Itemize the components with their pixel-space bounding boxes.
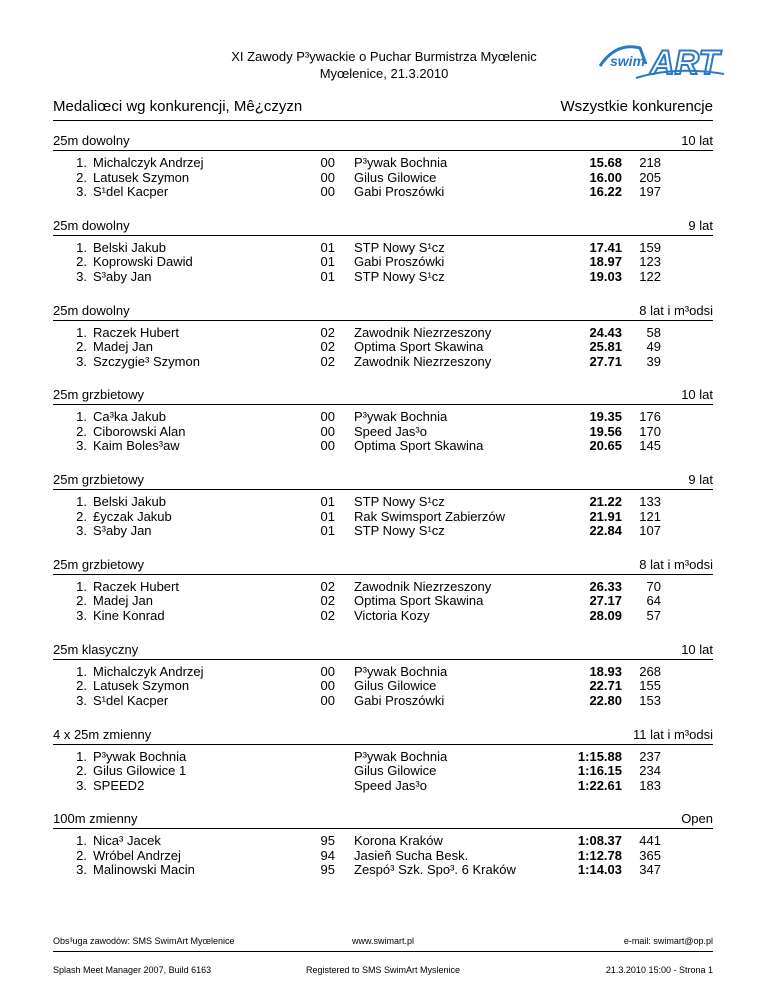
club-name: P³ywak Bochnia [354, 663, 448, 679]
athlete-name: £yczak Jakub [93, 508, 172, 524]
club-name: Gilus Gilowice [354, 169, 437, 185]
result-row [53, 679, 713, 694]
event-name: 25m dowolny [53, 302, 130, 318]
birth-year: 02 [320, 578, 335, 594]
athlete-name: Ciborowski Alan [93, 423, 186, 439]
fina-points: 170 [639, 423, 661, 439]
birth-year: 95 [320, 833, 335, 849]
club-name: STP Nowy S¹cz [354, 239, 445, 255]
result-row [53, 694, 713, 709]
birth-year: 00 [320, 169, 335, 185]
athlete-name: Belski Jakub [93, 239, 166, 255]
age-category: 9 lat [688, 472, 713, 488]
club-name: Gilus Gilowice [354, 678, 437, 694]
place: 3. [76, 353, 87, 369]
athlete-name: Gilus Gilowice 1 [93, 763, 187, 779]
result-time: 19.35 [589, 409, 622, 425]
fina-points: 218 [639, 155, 661, 170]
place: 1. [76, 833, 87, 849]
result-row [53, 750, 713, 765]
result-time: 18.93 [589, 663, 622, 679]
athlete-name: SPEED2 [93, 777, 145, 793]
title-line-2: Myœlenice, 21.3.2010 [319, 66, 449, 81]
place: 1. [76, 409, 87, 425]
event-section [53, 470, 713, 555]
fina-points: 365 [639, 847, 661, 863]
age-category: 10 lat [681, 133, 713, 148]
result-row [53, 255, 713, 270]
athlete-name: Michalczyk Andrzej [93, 155, 204, 170]
club-name: Jasieñ Sucha Besk. [354, 847, 469, 863]
result-time: 1:22.61 [577, 777, 622, 793]
fina-points: 49 [646, 339, 661, 355]
results-list [53, 131, 713, 894]
result-time: 16.22 [589, 184, 622, 199]
result-time: 1:16.15 [577, 763, 622, 779]
event-section [53, 301, 713, 386]
club-name: Korona Kraków [354, 833, 443, 849]
birth-year: 94 [320, 847, 335, 863]
place: 2. [76, 339, 87, 355]
athlete-name: Ca³ka Jakub [93, 409, 166, 425]
place: 2. [76, 763, 87, 779]
fina-points: 107 [639, 523, 661, 539]
place: 2. [76, 593, 87, 609]
birth-year: 00 [320, 663, 335, 679]
club-name: Speed Jas³o [354, 423, 427, 439]
footer-registration: Registered to SMS SwimArt Myslenice [305, 965, 461, 975]
result-time: 25.81 [589, 339, 622, 355]
report-scope: Wszystkie konkurencje [560, 98, 713, 115]
result-time: 1:08.37 [577, 833, 622, 849]
result-row [53, 241, 713, 256]
result-row [53, 425, 713, 440]
result-row [53, 326, 713, 341]
birth-year: 00 [320, 678, 335, 694]
footer-divider [53, 951, 713, 952]
age-category: 10 lat [681, 387, 713, 403]
club-name: Zawodnik Niezrzeszony [354, 578, 492, 594]
birth-year: 02 [320, 324, 335, 340]
birth-year: 01 [320, 254, 335, 270]
footer-organizer: Obs³uga zawodów: SMS SwimArt Myœlenice [53, 936, 235, 946]
place: 3. [76, 438, 87, 454]
footer-website: www.swimart.pl [351, 936, 414, 946]
event-section [53, 725, 713, 810]
result-time: 19.03 [589, 268, 622, 284]
result-row [53, 764, 713, 779]
swimart-logo [596, 36, 728, 82]
athlete-name: P³ywak Bochnia [93, 748, 187, 764]
birth-year: 00 [320, 155, 335, 170]
athlete-name: Madej Jan [93, 593, 153, 609]
age-category: 8 lat i m³odsi [639, 556, 713, 572]
result-row [53, 355, 713, 370]
birth-year: 01 [320, 508, 335, 524]
result-row [53, 779, 713, 794]
club-name: P³ywak Bochnia [354, 748, 448, 764]
birth-year: 02 [320, 607, 335, 623]
place: 3. [76, 607, 87, 623]
club-name: Optima Sport Skawina [354, 339, 484, 355]
fina-points: 234 [639, 763, 661, 779]
event-header [53, 470, 713, 490]
fina-points: 197 [639, 184, 661, 199]
birth-year: 01 [320, 494, 335, 510]
club-name: Optima Sport Skawina [354, 438, 484, 454]
athlete-name: Kaim Boles³aw [93, 438, 180, 454]
place: 2. [76, 169, 87, 185]
result-row [53, 510, 713, 525]
result-row [53, 609, 713, 624]
fina-points: 64 [646, 593, 661, 609]
result-time: 1:15.88 [577, 748, 622, 764]
result-row [53, 156, 713, 171]
fina-points: 153 [639, 692, 661, 708]
club-name: STP Nowy S¹cz [354, 268, 445, 284]
athlete-name: S³aby Jan [93, 523, 152, 539]
result-row [53, 171, 713, 186]
result-time: 19.56 [589, 423, 622, 439]
footer-date-page: 21.3.2010 15:00 - Strona 1 [605, 965, 713, 975]
athlete-name: Michalczyk Andrzej [93, 663, 204, 679]
fina-points: 145 [639, 438, 661, 454]
result-row [53, 665, 713, 680]
event-section [53, 809, 713, 894]
result-row [53, 594, 713, 609]
birth-year: 00 [320, 692, 335, 708]
event-name: 25m grzbietowy [53, 387, 145, 403]
place: 2. [76, 678, 87, 694]
result-row [53, 849, 713, 864]
result-time: 20.65 [589, 438, 622, 454]
fina-points: 268 [639, 663, 661, 679]
athlete-name: Szczygie³ Szymon [93, 353, 200, 369]
age-category: 8 lat i m³odsi [639, 302, 713, 318]
athlete-name: S³aby Jan [93, 268, 152, 284]
athlete-name: Madej Jan [93, 339, 153, 355]
club-name: Gabi Proszówki [354, 254, 445, 270]
swimart-logo-graphic [596, 36, 728, 82]
birth-year: 95 [320, 862, 335, 878]
birth-year: 01 [320, 523, 335, 539]
result-time: 1:12.78 [577, 847, 622, 863]
athlete-name: Nica³ Jacek [93, 833, 161, 849]
birth-year: 00 [320, 423, 335, 439]
report-title: Medaliœci wg konkurencji, Mê¿czyzn [53, 98, 303, 115]
fina-points: 441 [639, 833, 661, 849]
club-name: Zawodnik Niezrzeszony [354, 353, 492, 369]
place: 2. [76, 423, 87, 439]
fina-points: 237 [639, 748, 661, 764]
event-header [53, 216, 713, 236]
result-row [53, 580, 713, 595]
result-row [53, 410, 713, 425]
result-time: 22.80 [589, 692, 622, 708]
event-name: 25m grzbietowy [53, 472, 145, 488]
club-name: Victoria Kozy [354, 607, 430, 623]
event-name: 25m dowolny [53, 133, 130, 148]
athlete-name: Latusek Szymon [93, 678, 190, 694]
athlete-name: Latusek Szymon [93, 169, 190, 185]
place: 3. [76, 777, 87, 793]
event-name: 4 x 25m zmienny [53, 726, 152, 742]
club-name: Optima Sport Skawina [354, 593, 484, 609]
place: 2. [76, 847, 87, 863]
club-name: STP Nowy S¹cz [354, 523, 445, 539]
fina-points: 155 [639, 678, 661, 694]
fina-points: 121 [639, 508, 661, 524]
age-category: 11 lat i m³odsi [633, 726, 713, 742]
place: 1. [76, 155, 87, 170]
club-name: Zawodnik Niezrzeszony [354, 324, 492, 340]
event-name: 25m grzbietowy [53, 556, 145, 572]
place: 3. [76, 862, 87, 878]
result-row [53, 524, 713, 539]
birth-year: 02 [320, 353, 335, 369]
event-header [53, 385, 713, 405]
place: 3. [76, 184, 87, 199]
result-time: 17.41 [589, 239, 622, 255]
place: 1. [76, 239, 87, 255]
result-row [53, 340, 713, 355]
fina-points: 347 [639, 862, 661, 878]
svg-text:swim: swim [610, 53, 646, 69]
athlete-name: Kine Konrad [93, 607, 165, 623]
place: 1. [76, 324, 87, 340]
place: 1. [76, 494, 87, 510]
birth-year: 02 [320, 339, 335, 355]
place: 1. [76, 748, 87, 764]
birth-year: 00 [320, 438, 335, 454]
fina-points: 58 [646, 324, 661, 340]
fina-points: 57 [646, 607, 661, 623]
result-row [53, 185, 713, 200]
event-name: 25m dowolny [53, 217, 130, 233]
club-name: P³ywak Bochnia [354, 409, 448, 425]
athlete-name: Raczek Hubert [93, 578, 179, 594]
event-section [53, 216, 713, 301]
result-time: 26.33 [589, 578, 622, 594]
result-time: 21.22 [589, 494, 622, 510]
event-section [53, 385, 713, 470]
athlete-name: Malinowski Macin [93, 862, 195, 878]
fina-points: 123 [639, 254, 661, 270]
birth-year: 01 [320, 239, 335, 255]
club-name: Gabi Proszówki [354, 184, 445, 199]
result-time: 22.71 [589, 678, 622, 694]
club-name: STP Nowy S¹cz [354, 494, 445, 510]
fina-points: 183 [639, 777, 661, 793]
result-time: 15.68 [589, 155, 622, 170]
age-category: 10 lat [681, 641, 713, 657]
event-header [53, 640, 713, 660]
event-header [53, 725, 713, 745]
title-line-1: XI Zawody P³ywackie o Puchar Burmistrza Myœlenic [231, 49, 537, 64]
footer-email: e-mail: swimart@op.pl [623, 936, 713, 946]
result-time: 24.43 [589, 324, 622, 340]
club-name: Zespó³ Szk. Spo³. 6 Kraków [354, 862, 516, 878]
svg-text:ART: ART [650, 44, 720, 82]
fina-points: 70 [646, 578, 661, 594]
fina-points: 39 [646, 353, 661, 369]
age-category: 9 lat [688, 217, 713, 233]
fina-points: 205 [639, 169, 661, 185]
age-category: Open [681, 811, 713, 827]
footer-software: Splash Meet Manager 2007, Build 6163 [53, 965, 212, 975]
event-header [53, 131, 713, 151]
result-row [53, 495, 713, 510]
result-row [53, 863, 713, 878]
place: 2. [76, 254, 87, 270]
club-name: P³ywak Bochnia [354, 155, 448, 170]
result-time: 28.09 [589, 607, 622, 623]
club-name: Gilus Gilowice [354, 763, 437, 779]
event-header [53, 555, 713, 575]
result-time: 22.84 [589, 523, 622, 539]
fina-points: 122 [639, 268, 661, 284]
athlete-name: S¹del Kacper [93, 692, 169, 708]
birth-year: 01 [320, 268, 335, 284]
event-section [53, 640, 713, 725]
event-header [53, 301, 713, 321]
result-time: 16.00 [589, 169, 622, 185]
place: 3. [76, 523, 87, 539]
result-time: 27.17 [589, 593, 622, 609]
place: 3. [76, 692, 87, 708]
fina-points: 159 [639, 239, 661, 255]
athlete-name: S¹del Kacper [93, 184, 169, 199]
birth-year: 02 [320, 593, 335, 609]
result-row [53, 439, 713, 454]
result-row [53, 270, 713, 285]
result-time: 27.71 [589, 353, 622, 369]
event-section [53, 131, 713, 216]
place: 2. [76, 508, 87, 524]
club-name: Speed Jas³o [354, 777, 427, 793]
event-name: 25m klasyczny [53, 641, 139, 657]
club-name: Gabi Proszówki [354, 692, 445, 708]
athlete-name: Wróbel Andrzej [93, 847, 181, 863]
place: 1. [76, 663, 87, 679]
result-time: 18.97 [589, 254, 622, 270]
club-name: Rak Swimsport Zabierzów [354, 508, 505, 524]
event-name: 100m zmienny [53, 811, 138, 827]
athlete-name: Belski Jakub [93, 494, 166, 510]
birth-year: 00 [320, 184, 335, 199]
fina-points: 176 [639, 409, 661, 425]
report-heading [53, 98, 713, 121]
place: 3. [76, 268, 87, 284]
result-time: 1:14.03 [577, 862, 622, 878]
athlete-name: Koprowski Dawid [93, 254, 193, 270]
result-row [53, 834, 713, 849]
event-header [53, 809, 713, 829]
fina-points: 133 [639, 494, 661, 510]
result-time: 21.91 [589, 508, 622, 524]
place: 1. [76, 578, 87, 594]
athlete-name: Raczek Hubert [93, 324, 179, 340]
birth-year: 00 [320, 409, 335, 425]
event-section [53, 555, 713, 640]
